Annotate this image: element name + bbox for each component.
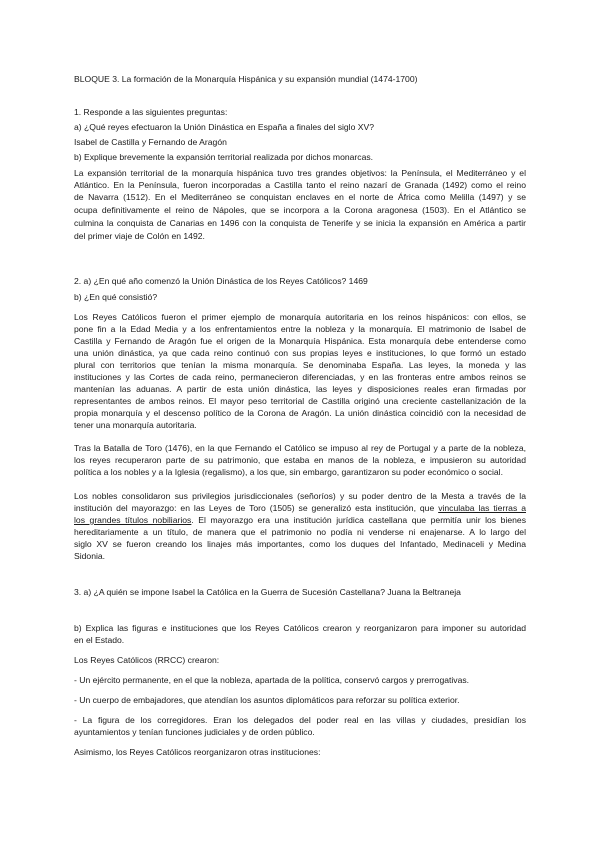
- list-item: - Un cuerpo de embajadores, que atendían los asuntos diplomáticos para reforzar su política exterior.: [74, 695, 460, 705]
- answer-2-p3-line: [74, 515, 526, 526]
- question-3a: 3. a) ¿A quién se impone Isabel la Católica en la Guerra de Sucesión Castellana? Juana la Beltraneja: [74, 587, 461, 597]
- question-2a: 2. a) ¿En qué año comenzó la Unión Dinástica de los Reyes Católicos? 1469: [74, 276, 368, 286]
- answer-2-p3-text: . El mayorazgo era una institución jurídica castellana que permitía unir los bienes: [191, 515, 526, 525]
- answer-2-p3-line: hereditariamente a un título, de manera que el patrimonio no podía ni venderse ni enajenarse. A lo largo del: [74, 527, 526, 537]
- answer-1b-line: Atlántico. En la Península, fueron incorporadas a Castilla tanto el reino nazarí de Granada (1492) como el reino: [74, 180, 526, 190]
- question-3b: b) Explica las figuras e instituciones que los Reyes Católicos crearon y reorganizaron para imponer su autoridad: [74, 623, 526, 633]
- question-2b: b) ¿En qué consistió?: [74, 292, 158, 302]
- answer-1b-line: ocupa definitivamente el reino de Nápoles, que se incorpora a la Corona aragonesa (1503). En el Atlántico se: [74, 205, 526, 215]
- question-1a: a) ¿Qué reyes efectuaron la Unión Dinástica en España a finales del siglo XV?: [74, 122, 374, 132]
- document-title: BLOQUE 3. La formación de la Monarquía Hispánica y su expansión mundial (1474-1700): [74, 74, 418, 84]
- list-item: - La figura de los corregidores. Eran los delegados del poder real en las villas y ciudades, presidían los: [74, 715, 526, 725]
- answer-2-p1-line: propia monarquía y el descenso político de la Corona de Aragón. La unión dinástica coincidió con la necesidad de: [74, 408, 526, 418]
- underlined-phrase: los grandes títulos nobiliarios: [74, 515, 192, 525]
- answer-2-p3-line: [74, 503, 526, 514]
- answer-1b-line: culmina la conquista de Canarias en 1496 con la conquista de Tenerife y se inicia la expansión en América a partir: [74, 218, 526, 228]
- answer-2-p3-line: siglo XV se fueron creando los linajes más importantes, como los duques del Infantado, Medinaceli y Medina: [74, 539, 526, 549]
- answer-2-p1-line: pone fin a la Edad Media y a los enfrentamientos entre la nobleza y la monarquía. El matrimonio de Isabel de: [74, 324, 526, 334]
- question-1-heading: 1. Responde a las siguientes preguntas:: [74, 107, 228, 117]
- answer-2-p1-line: instituciones y las Cortes de cada reino, permanecieron diferenciadas, y en las fronteras entre ambos reinos se: [74, 372, 526, 382]
- answer-3b-closing: Asimismo, los Reyes Católicos reorganizaron otras instituciones:: [74, 747, 321, 757]
- answer-2-p1-line: mantenían las aduanas. A partir de esta unión dinástica, las leyes y disposiciones reales eran firmadas por: [74, 384, 526, 394]
- answer-2-p3-line: Los nobles consolidaron sus privilegios jurisdiccionales (señoríos) y su poder dentro de la Mesta a través de la: [74, 491, 526, 501]
- answer-2-p3-line: Sidonia.: [74, 551, 106, 561]
- answer-2-p3-text: institución del mayorazgo: en las Leyes de Toro (1505) se generalizó esta institución, que: [74, 503, 439, 513]
- answer-2-p1-line: representantes de ambos reinos. El mayor peso territorial de Castilla originó una creciente castellanización de la: [74, 396, 526, 406]
- answer-2-p1-line: plural con territorios que tenían la misma monarquía. Se denominaba España. Las leyes, la moneda y las: [74, 360, 526, 370]
- question-1b: b) Explique brevemente la expansión territorial realizada por dichos monarcas.: [74, 152, 374, 162]
- answer-2-p1-line: tener una monarquía autoritaria.: [74, 420, 197, 430]
- answer-2-p2-line: política a los nobles y a la Iglesia (regalismo), a los que, sin embargo, garantizaron su poder económico o social.: [74, 467, 503, 477]
- answer-1a: Isabel de Castilla y Fernando de Aragón: [74, 137, 227, 147]
- answer-2-p1-line: una unión dinástica, ya que cada reino continuó con sus propias leyes e instituciones, lo que formó un estado: [74, 348, 526, 358]
- list-item: ayuntamientos y tenían funciones judiciales y de orden público.: [74, 727, 315, 737]
- answer-1b-line: del primer viaje de Colón en 1492.: [74, 231, 205, 241]
- answer-2-p1-line: Los Reyes Católicos fueron el primer ejemplo de monarquía autoritaria en los reinos hispánicos: con ellos, se: [74, 312, 526, 322]
- answer-2-p1-line: Castilla y Fernando de Aragón fue el origen de la Monarquía Hispánica. Esta monarquía debe entenderse como: [74, 336, 526, 346]
- answer-1b-line: La expansión territorial de la monarquía hispánica tuvo tres grandes objetivos: la Península, el Mediterráneo y el: [74, 168, 526, 178]
- answer-2-p2-line: Tras la Batalla de Toro (1476), en la que Fernando el Católico se impuso al rey de Portugal y a parte de la nobleza,: [74, 443, 526, 453]
- answer-2-p2-line: los reyes recuperaron parte de su patrimonio, que estaba en manos de la nobleza, e impusieron su autoridad: [74, 455, 526, 465]
- underlined-phrase: vinculaba las tierras a: [438, 503, 526, 513]
- answer-1b-line: de Navarra (1512). En el Mediterráneo se conquistan enclaves en el norte de África como Melilla (1497) y se: [74, 192, 526, 202]
- answer-3b-intro: Los Reyes Católicos (RRCC) crearon:: [74, 655, 220, 665]
- question-3b: en el Estado.: [74, 635, 125, 645]
- list-item: - Un ejército permanente, en el que la nobleza, apartada de la política, conservó cargos y prerrogativas.: [74, 675, 470, 685]
